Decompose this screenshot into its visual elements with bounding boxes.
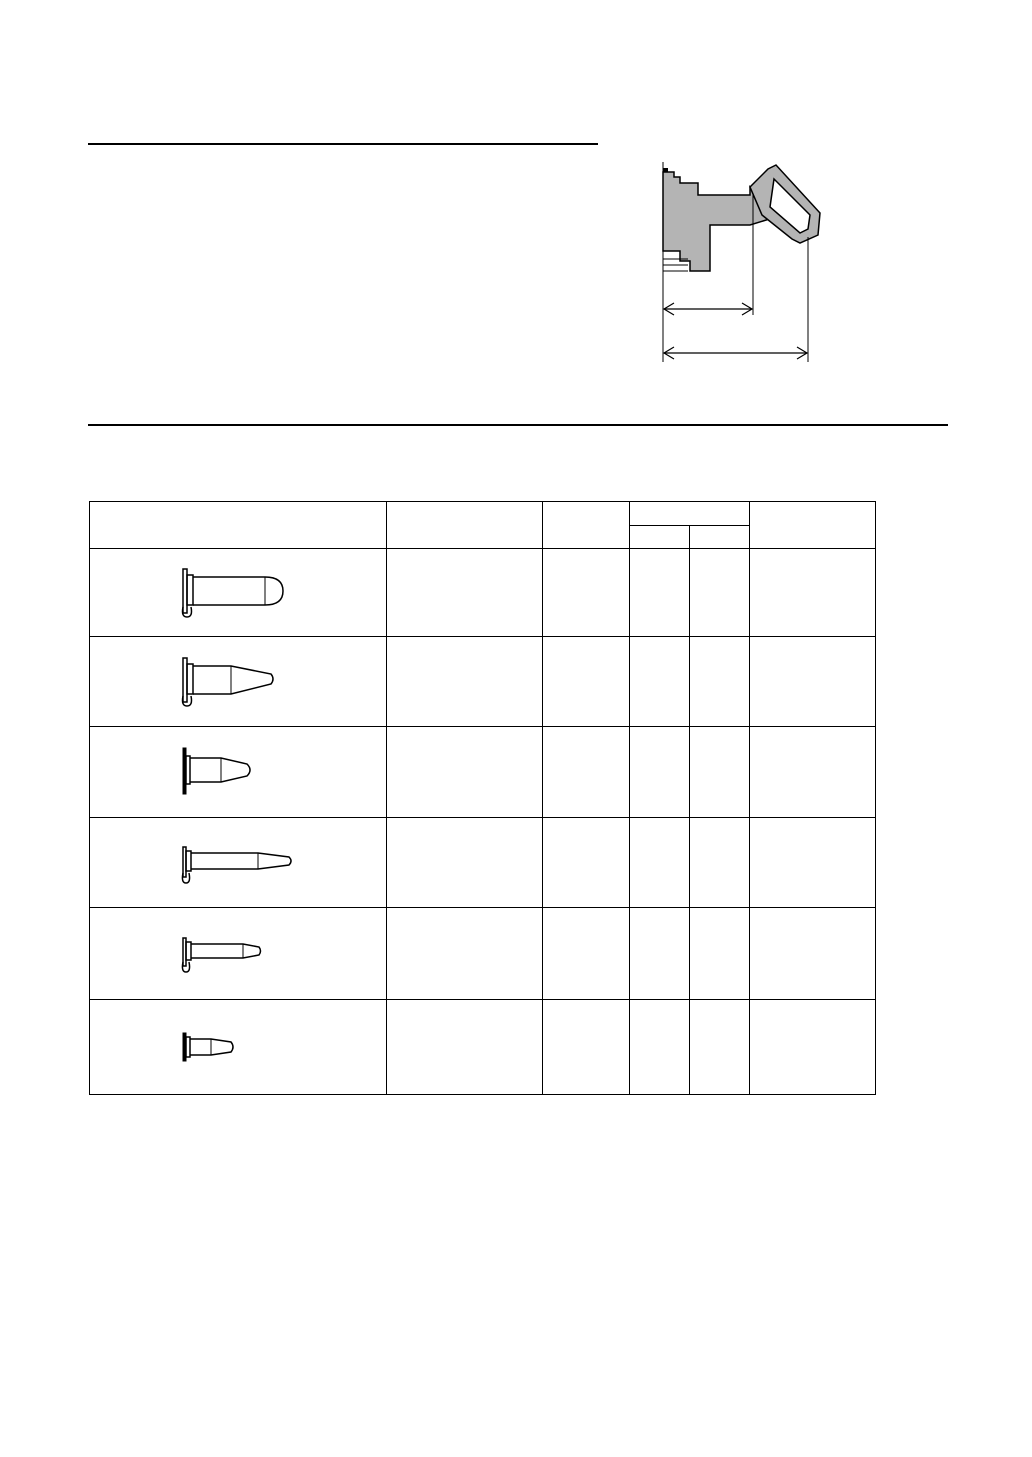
row-cell-2 bbox=[387, 727, 543, 818]
small-conical-tube-icon bbox=[173, 1019, 303, 1075]
header-group-a bbox=[630, 526, 690, 549]
table-row bbox=[90, 727, 876, 818]
row-cell-4 bbox=[630, 727, 690, 818]
row-cell-5 bbox=[690, 818, 750, 908]
row-cell-6 bbox=[750, 549, 876, 637]
long-conical-tube-icon bbox=[173, 835, 303, 891]
conical-tube-icon bbox=[173, 744, 303, 800]
table-row bbox=[90, 637, 876, 727]
table-row bbox=[90, 1000, 876, 1095]
table-row bbox=[90, 818, 876, 908]
table-row bbox=[90, 549, 876, 637]
table-row bbox=[90, 908, 876, 1000]
tube-cell bbox=[90, 908, 387, 1000]
row-cell-5 bbox=[690, 549, 750, 637]
header-last bbox=[750, 502, 876, 549]
rotor-cross-section-icon bbox=[650, 155, 830, 370]
tube-compatibility-table bbox=[89, 501, 876, 1095]
tube-cell bbox=[90, 1000, 387, 1095]
row-cell-4 bbox=[630, 549, 690, 637]
row-cell-2 bbox=[387, 908, 543, 1000]
row-cell-5 bbox=[690, 908, 750, 1000]
row-cell-6 bbox=[750, 908, 876, 1000]
row-cell-3 bbox=[543, 1000, 630, 1095]
row-cell-2 bbox=[387, 549, 543, 637]
round-bottom-tube-icon bbox=[173, 565, 303, 621]
row-cell-2 bbox=[387, 818, 543, 908]
row-cell-6 bbox=[750, 1000, 876, 1095]
row-cell-4 bbox=[630, 818, 690, 908]
section-rule-top bbox=[88, 143, 598, 145]
tube-cell bbox=[90, 818, 387, 908]
conical-tube-icon bbox=[173, 926, 303, 982]
header-group bbox=[630, 502, 750, 526]
row-cell-6 bbox=[750, 818, 876, 908]
row-cell-4 bbox=[630, 1000, 690, 1095]
row-cell-3 bbox=[543, 727, 630, 818]
dimension-arrow-short-icon bbox=[664, 303, 752, 315]
row-cell-6 bbox=[750, 637, 876, 727]
row-cell-4 bbox=[630, 637, 690, 727]
row-cell-2 bbox=[387, 1000, 543, 1095]
section-rule-middle bbox=[88, 424, 948, 426]
row-cell-5 bbox=[690, 727, 750, 818]
header-group-b bbox=[690, 526, 750, 549]
row-cell-3 bbox=[543, 637, 630, 727]
row-cell-3 bbox=[543, 908, 630, 1000]
row-cell-3 bbox=[543, 549, 630, 637]
header-tube bbox=[90, 502, 387, 549]
row-cell-3 bbox=[543, 818, 630, 908]
tube-cell bbox=[90, 549, 387, 637]
tube-cell bbox=[90, 637, 387, 727]
tube-cell bbox=[90, 727, 387, 818]
row-cell-4 bbox=[630, 908, 690, 1000]
row-cell-5 bbox=[690, 637, 750, 727]
header-col-2 bbox=[387, 502, 543, 549]
dimension-arrow-long-icon bbox=[664, 347, 807, 359]
conical-tube-icon bbox=[173, 654, 303, 710]
row-cell-6 bbox=[750, 727, 876, 818]
row-cell-5 bbox=[690, 1000, 750, 1095]
header-col-3 bbox=[543, 502, 630, 549]
row-cell-2 bbox=[387, 637, 543, 727]
